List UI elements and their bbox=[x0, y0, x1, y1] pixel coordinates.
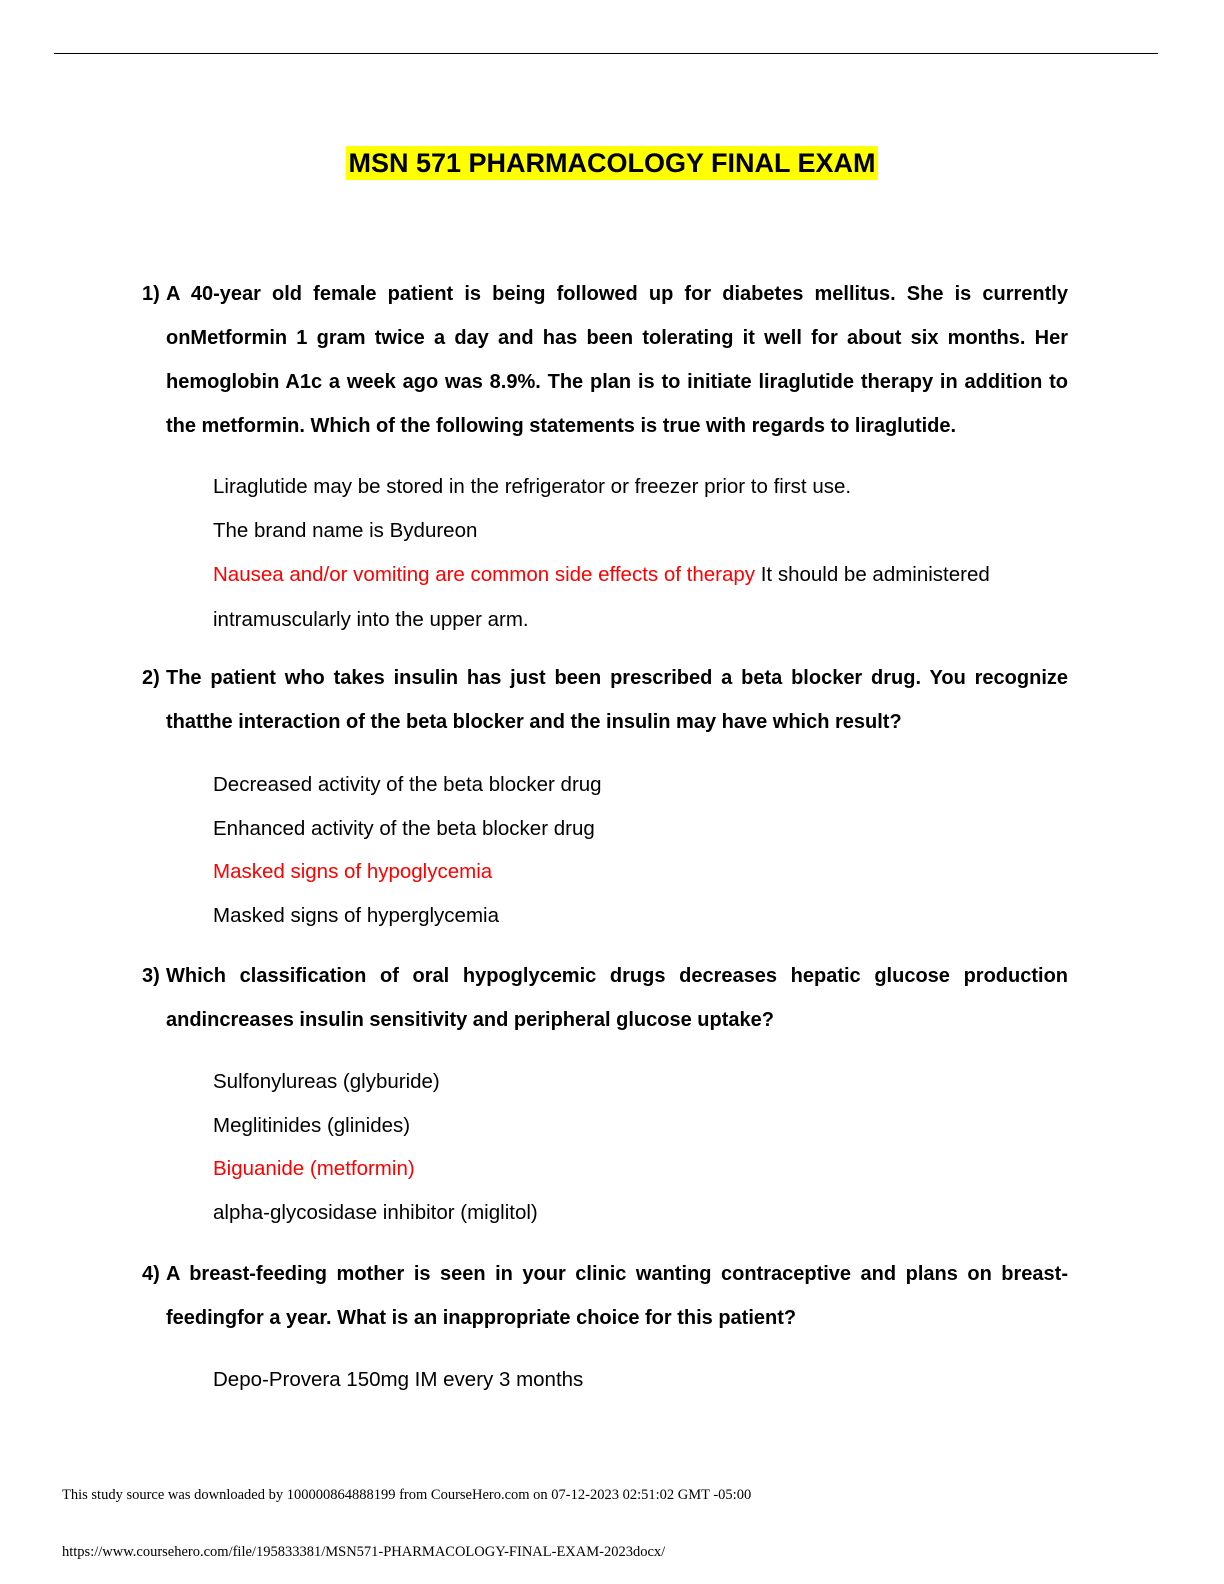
question-text: A 40-year old female patient is being followed up for diabetes mellitus. She is currently onMetformin 1 gram twice a day and has been tolerating it well for about six months. Her hemoglobin A1c a week ago was 8.9%. The plan is to initiate liraglutide therapy in addition to the metformin. Which of the following statements is true with regards to liraglutide. bbox=[166, 283, 1068, 437]
option-text: Sulfonylureas (glyburide) bbox=[213, 1070, 440, 1093]
option-tail-text: It should be administered intramuscularly into the upper arm. bbox=[213, 563, 990, 631]
option bbox=[176, 1104, 1076, 1148]
option-correct bbox=[176, 850, 1076, 894]
question-4 bbox=[142, 1252, 1068, 1340]
correct-answer-text: Masked signs of hypoglycemia bbox=[213, 860, 493, 883]
footer-source-line: This study source was downloaded by 100000864888199 from CourseHero.com on 07-12-2023 02:51:02 GMT -05:00 bbox=[62, 1487, 752, 1503]
option-text: Depo-Provera 150mg IM every 3 months bbox=[213, 1368, 584, 1391]
top-rule bbox=[54, 53, 1158, 54]
correct-answer-text: Biguanide (metformin) bbox=[213, 1157, 415, 1180]
option-text: Enhanced activity of the beta blocker drug bbox=[213, 817, 595, 840]
correct-answer-text: Nausea and/or vomiting are common side effects of therapy bbox=[213, 563, 756, 586]
option bbox=[176, 894, 1076, 938]
option bbox=[176, 763, 1076, 807]
option-text: The brand name is Bydureon bbox=[213, 519, 478, 542]
option bbox=[176, 509, 1076, 553]
option bbox=[176, 465, 1076, 509]
option-correct bbox=[176, 553, 1066, 642]
option-text: alpha-glycosidase inhibitor (miglitol) bbox=[213, 1201, 538, 1224]
option-text: Liraglutide may be stored in the refrigerator or freezer prior to first use. bbox=[213, 475, 852, 498]
page-title: MSN 571 PHARMACOLOGY FINAL EXAM bbox=[348, 148, 876, 178]
option-text bbox=[213, 553, 1066, 642]
title-wrap bbox=[0, 146, 1224, 180]
question-number: 1) bbox=[142, 283, 160, 305]
option bbox=[176, 1191, 1076, 1235]
option-text: Decreased activity of the beta blocker drug bbox=[213, 773, 602, 796]
option-text: Meglitinides (glinides) bbox=[213, 1114, 411, 1137]
question-text: The patient who takes insulin has just been prescribed a beta blocker drug. You recognize thatthe interaction of the beta blocker and the insulin may have which result? bbox=[166, 667, 1068, 733]
option bbox=[176, 807, 1076, 851]
option bbox=[176, 1358, 1076, 1402]
question-1 bbox=[142, 272, 1068, 448]
option-text: Masked signs of hyperglycemia bbox=[213, 904, 499, 927]
question-2 bbox=[142, 656, 1068, 744]
question-number: 4) bbox=[142, 1263, 160, 1285]
question-number: 3) bbox=[142, 965, 160, 987]
option-correct bbox=[176, 1147, 1076, 1191]
question-text: A breast-feeding mother is seen in your clinic wanting contraceptive and plans on breast-feedingfor a year. What is an inappropriate choice for this patient? bbox=[166, 1263, 1068, 1329]
option bbox=[176, 1060, 1076, 1104]
question-3 bbox=[142, 954, 1068, 1042]
question-text: Which classification of oral hypoglycemic drugs decreases hepatic glucose production andincreases insulin sensitivity and peripheral glucose uptake? bbox=[166, 965, 1068, 1031]
footer-url-link[interactable]: https://www.coursehero.com/file/195833381/MSN571-PHARMACOLOGY-FINAL-EXAM-2023docx/ bbox=[62, 1544, 666, 1560]
question-number: 2) bbox=[142, 667, 160, 689]
